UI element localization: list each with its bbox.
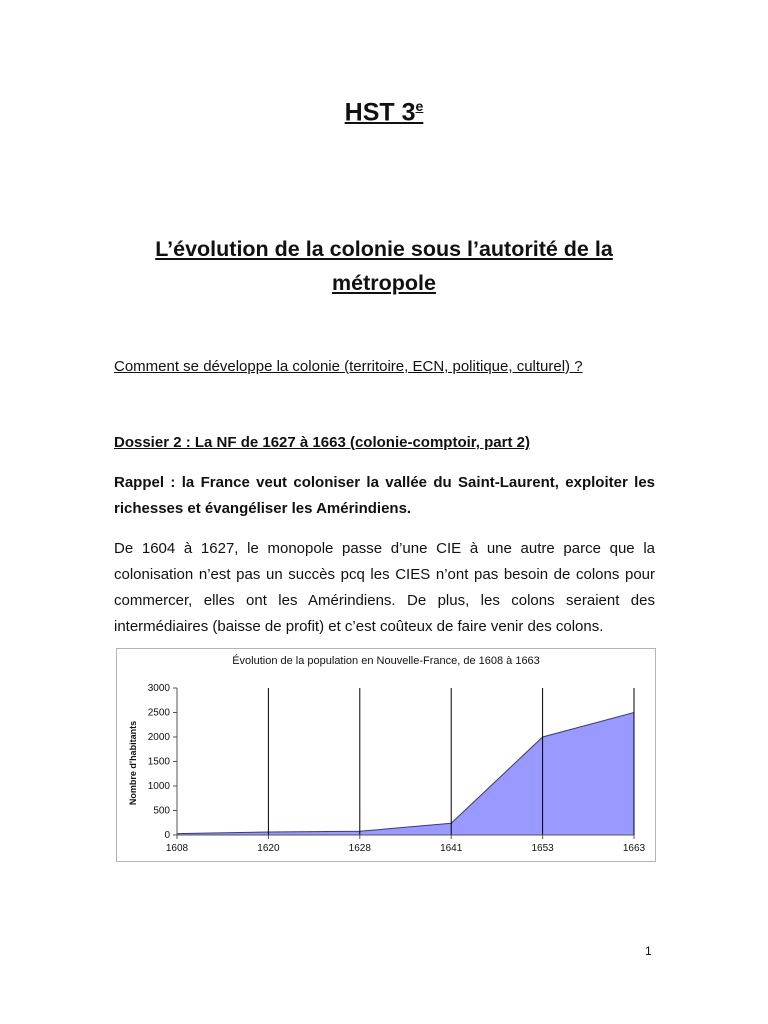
population-chart xyxy=(116,648,656,862)
document-title xyxy=(0,98,768,127)
chart-y-tick-label: 0 xyxy=(164,830,170,841)
subtitle-line-1: L’évolution de la colonie sous l’autorité de la xyxy=(155,237,613,261)
title-superscript: e xyxy=(415,98,424,114)
subtitle-line-2: métropole xyxy=(332,271,436,295)
chart-x-tick-label: 1653 xyxy=(531,843,554,854)
document-subtitle xyxy=(120,232,648,300)
chart-x-tick-label: 1608 xyxy=(165,843,189,854)
chart-x-tick-label: 1620 xyxy=(257,843,280,854)
chart-area-series xyxy=(177,713,634,836)
dossier-heading: Dossier 2 : La NF de 1627 à 1663 (colonie-comptoir, part 2) xyxy=(114,434,530,451)
chart-y-tick-label: 1500 xyxy=(147,756,170,768)
chart-x-tick-label: 1628 xyxy=(348,843,371,854)
chart-svg xyxy=(117,649,655,861)
chart-y-tick-label: 2500 xyxy=(147,707,170,719)
chart-x-tick-label: 1641 xyxy=(440,843,463,854)
page-number: 1 xyxy=(645,944,652,958)
title-main: HST 3 xyxy=(344,98,416,127)
guiding-question: Comment se développe la colonie (territoire, ECN, politique, culturel) ? xyxy=(114,358,583,375)
body-paragraph: De 1604 à 1627, le monopole passe d’une CIE à une autre parce que la colonisation n’est pas un succès pcq les CIES n’ont pas besoin de colons pour commercer, elles ont les Amérindiens. De plus, les colons seraient des intermédiaires (baisse de profit) et c’est coûteux de faire venir des colons. xyxy=(114,540,655,635)
chart-title: Évolution de la population en Nouvelle-France, de 1608 à 1663 xyxy=(232,655,540,667)
chart-plot-area xyxy=(148,683,646,854)
chart-y-tick-label: 1000 xyxy=(147,781,170,792)
chart-y-axis-label: Nombre d'habitants xyxy=(128,720,138,806)
chart-y-tick-label: 500 xyxy=(153,805,170,817)
chart-y-tick-label: 3000 xyxy=(147,683,170,694)
rappel-paragraph: Rappel : la France veut coloniser la vallée du Saint-Laurent, exploiter les richesses et évangéliser les Amérindiens. xyxy=(114,474,655,517)
chart-x-tick-label: 1663 xyxy=(622,843,646,854)
chart-y-tick-label: 2000 xyxy=(147,732,170,743)
